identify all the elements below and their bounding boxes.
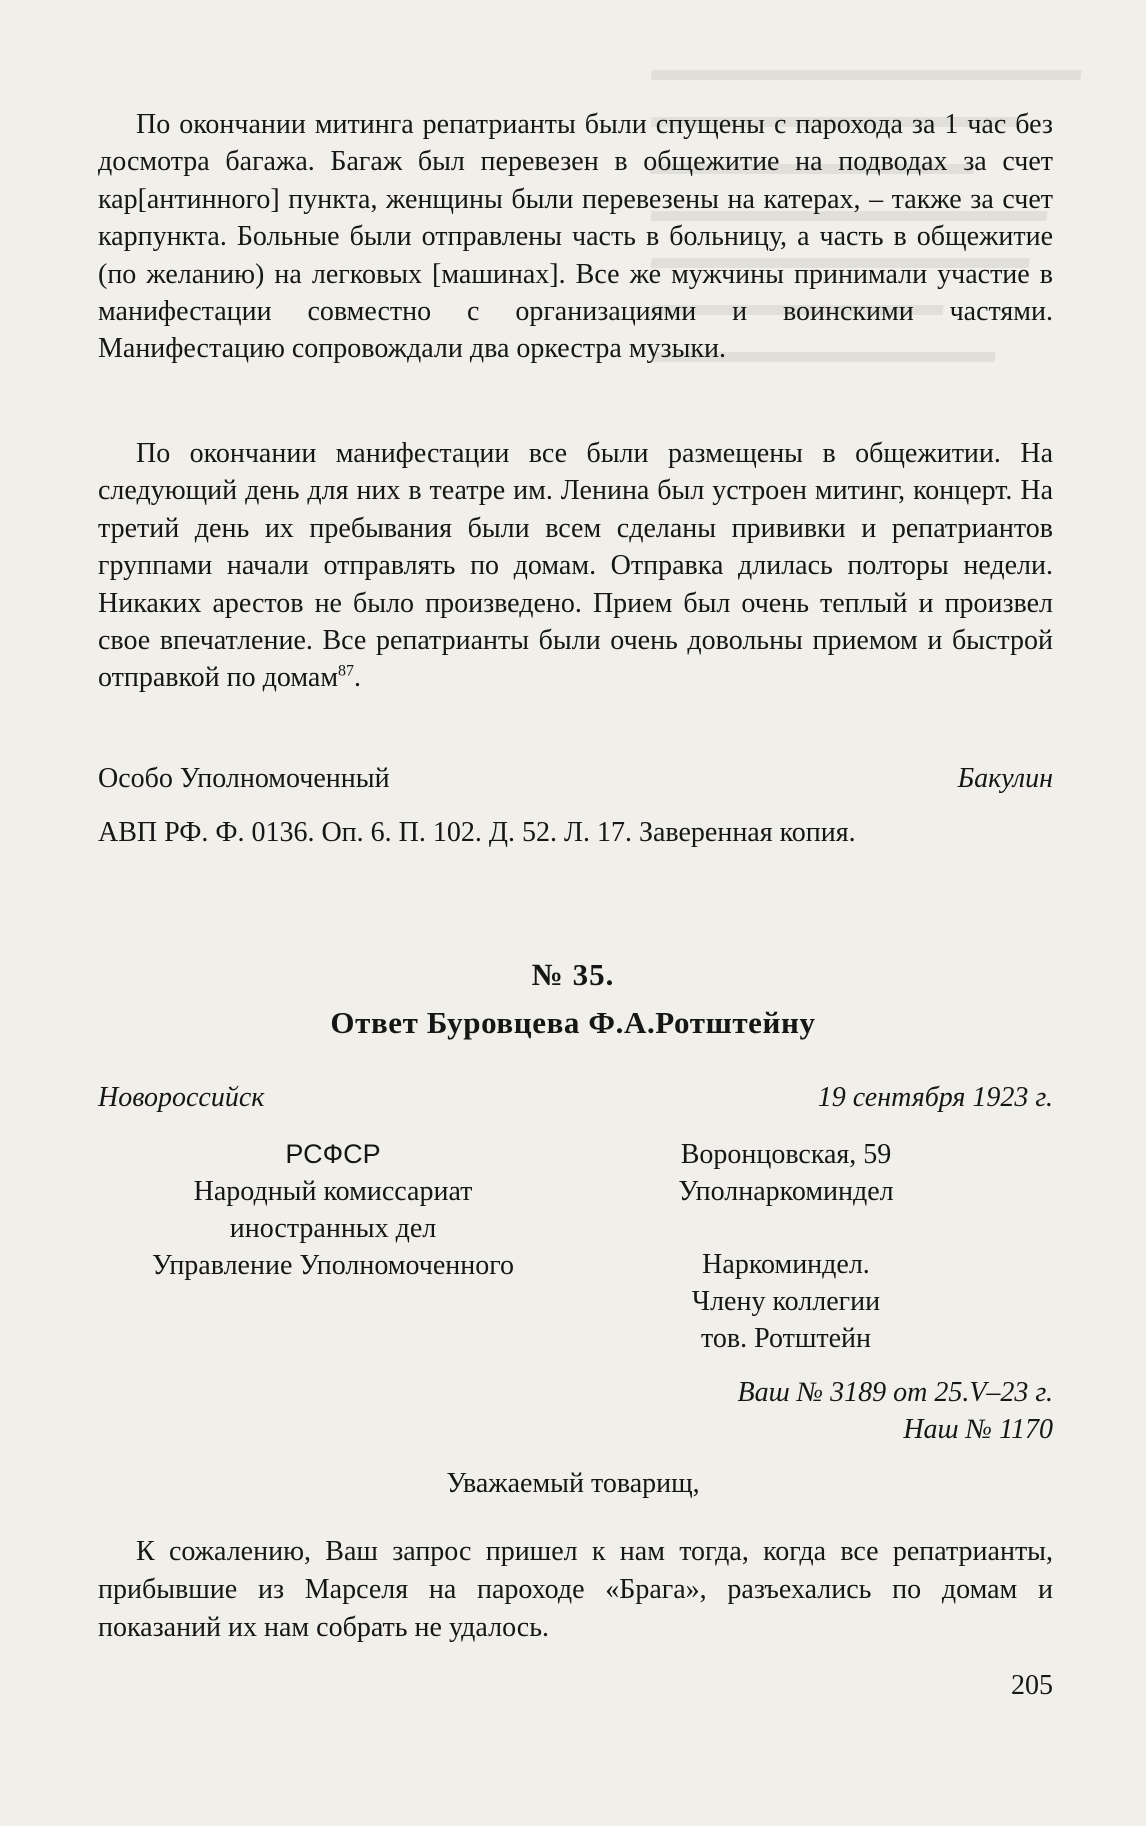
greeting: Уважаемый товарищ, (446, 1468, 700, 1499)
paragraph-1: По окончании митинга репатрианты были спущены с парохода за 1 час без досмотра багажа. Багаж был перевезен в общежитие на подводах за счет кар[антинного] пункта, женщины были перевезены на катерах, – также за счет карпункта. Больные были отправлены часть в больницу, а часть в общежитие (по желанию) на легковых [машинах]. Все же мужчины принимали участие в манифестации совместно с организациями и воинскими частями. Манифестацию сопровождали два оркестра музыки. (98, 109, 1053, 365)
address-block (626, 1136, 946, 1210)
document-title: Ответ Буровцева Ф.А.Ротштейну (330, 1005, 816, 1040)
letterhead-line-3: иностранных дел (229, 1213, 437, 1244)
signer-title: Особо Уполномоченный (98, 763, 390, 794)
letterhead-line-1: РСФСР (285, 1139, 381, 1169)
letter-body: К сожалению, Ваш запрос пришел к нам тогда, когда все репатрианты, прибывшие из Марселя на пароходе «Брага», разъехались по домам и показаний их нам собрать не удалось. (98, 1536, 1053, 1643)
address-line-1: Воронцовская, 59 (680, 1139, 892, 1170)
date: 19 сентября 1923 г. (817, 1082, 1053, 1113)
place-date-row (98, 1080, 1053, 1116)
our-reference: Наш № 1170 (903, 1414, 1053, 1445)
letterhead (98, 1136, 568, 1284)
reference-numbers (650, 1374, 1053, 1448)
paragraph-2-end: . (354, 662, 362, 694)
paragraph-2 (98, 435, 1053, 775)
letterhead-line-2: Народный комиссариат (193, 1176, 473, 1207)
page-number: 205 (1011, 1670, 1053, 1701)
recipient-block (626, 1246, 946, 1357)
signer-name: Бакулин (957, 763, 1053, 794)
your-reference: Ваш № 3189 от 25.V–23 г. (737, 1377, 1053, 1408)
recipient-line-3: тов. Ротштейн (700, 1323, 872, 1354)
recipient-line-2: Члену коллегии (691, 1286, 881, 1317)
recipient-line-1: Наркоминдел. (702, 1249, 870, 1280)
letterhead-line-4: Управление Уполномоченного (151, 1250, 515, 1281)
document-number: № 35. (531, 957, 615, 992)
signature-row (98, 760, 1053, 797)
archive-reference: АВП РФ. Ф. 0136. Оп. 6. П. 102. Д. 52. Л. 17. Заверенная копия. (98, 817, 856, 848)
place: Новороссийск (98, 1082, 265, 1113)
paragraph-2-text: По окончании манифестации все были размещены в общежитии. На следующий день для них в театре им. Ленина был устроен митинг, концерт. На третий день их пребывания были всем сделаны прививки и репатриантов группами начали отправлять по домам. Отправка длилась полторы недели. Никаких арестов не было произведено. Прием был очень теплый и произвел свое впечатление. Все репатрианты были очень довольны приемом и быстрой отправкой по домам (98, 438, 1053, 694)
address-line-2: Уполнаркоминдел (678, 1176, 894, 1207)
footnote-ref: 87 (338, 663, 355, 681)
